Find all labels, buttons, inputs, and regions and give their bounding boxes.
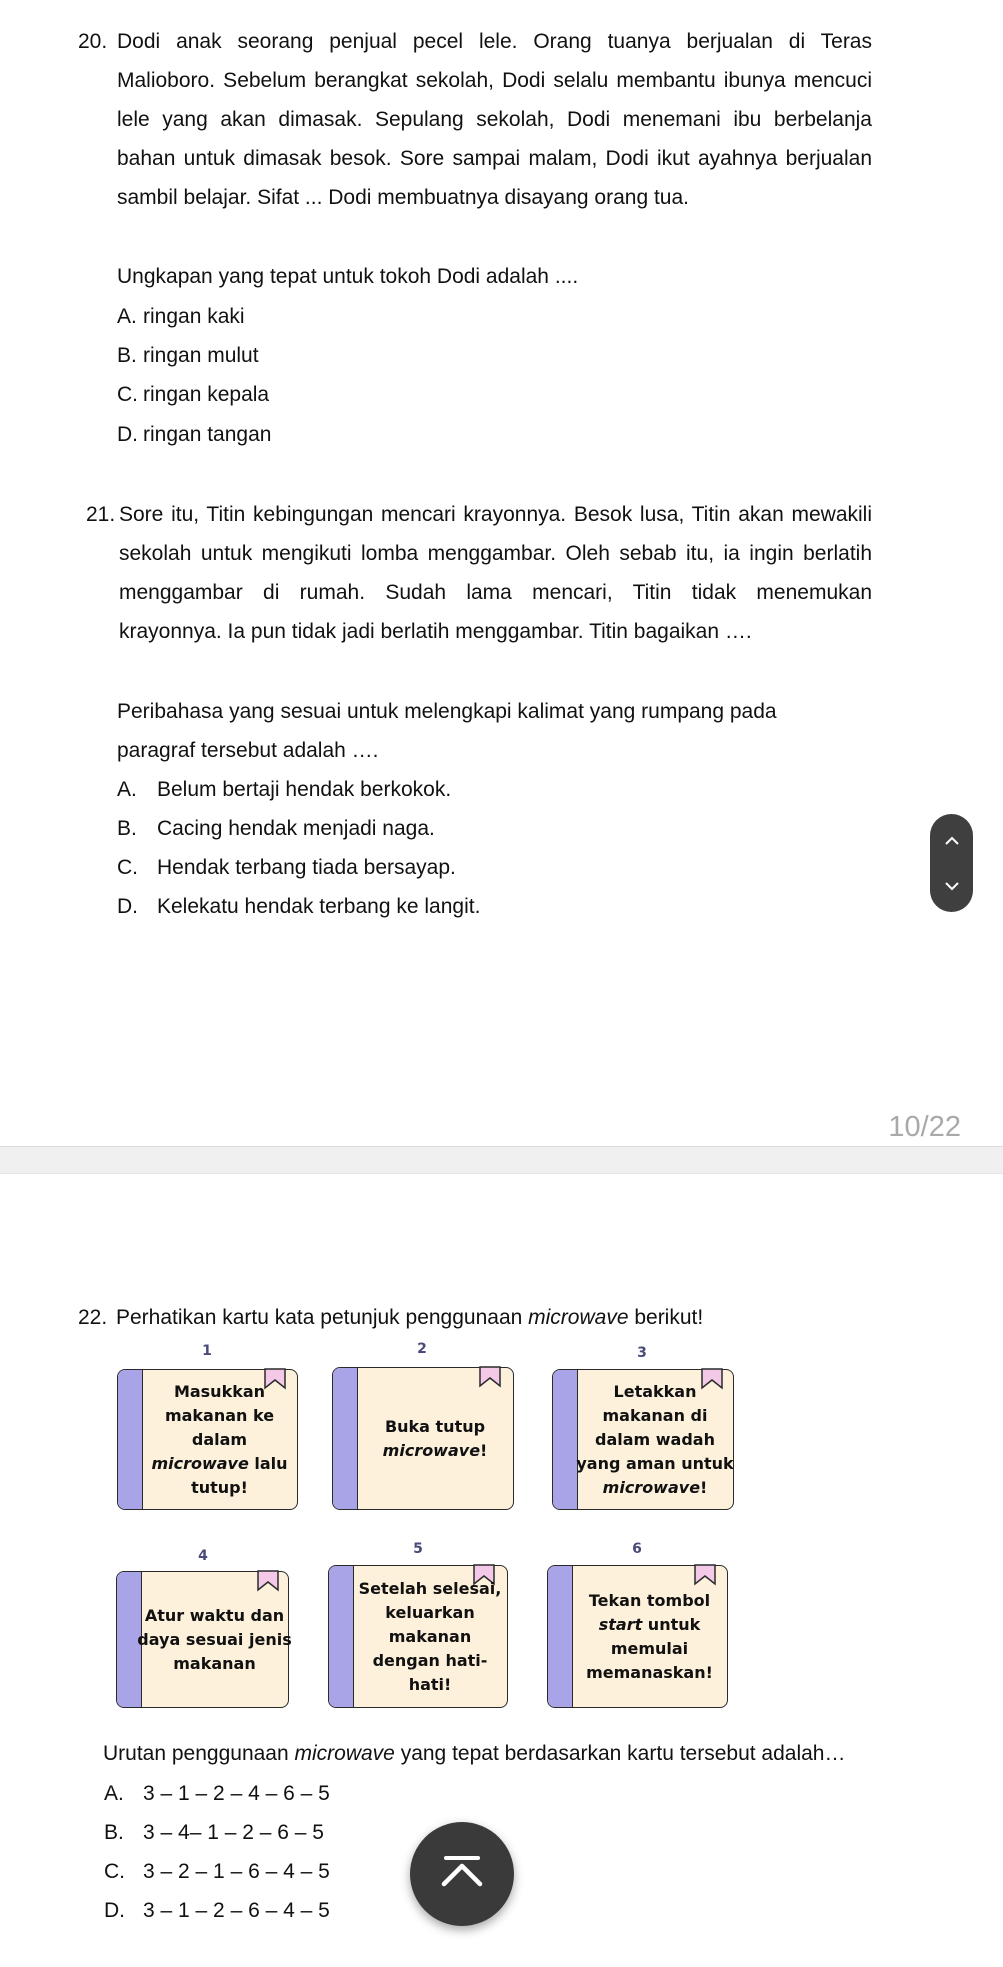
card-spine [553, 1370, 578, 1509]
q20-line-1: Dodi anak seorang penjual pecel lele. Orang tuanya berjualan di Teras [117, 30, 872, 53]
option-letter: C. [104, 1860, 125, 1883]
option-letter: B. [117, 344, 137, 367]
card-line: dalam [191, 1429, 248, 1449]
option-letter: B. [117, 817, 137, 840]
card-italic-suffix: ! [700, 1477, 708, 1497]
card-line [151, 1452, 287, 1476]
instruction-card-4 [116, 1571, 292, 1708]
q20-line-4: bahan untuk dimasak besok. Sore sampai malam, Dodi ikut ayahnya berjualan [117, 147, 872, 170]
instruction-card-6 [547, 1565, 728, 1708]
card-text [353, 1566, 507, 1707]
q20-line-5: sambil belajar. Sifat ... Dodi membuatnya disayang orang tua. [117, 186, 689, 209]
card-line: dalam wadah [595, 1429, 715, 1449]
option-text: ringan mulut [143, 344, 259, 367]
card-1-number: 1 [202, 1343, 212, 1359]
option-letter: B. [104, 1821, 124, 1844]
card-text [137, 1572, 292, 1707]
option-text: Belum bertaji hendak berkokok. [157, 778, 452, 801]
q22-question-after: yang tepat berdasarkan kartu tersebut adalah… [394, 1742, 846, 1765]
scroll-to-top-button[interactable] [410, 1822, 514, 1926]
card-italic-suffix: untuk [642, 1614, 701, 1634]
card-text [577, 1370, 733, 1509]
card-line [599, 1613, 701, 1637]
card-line [383, 1439, 488, 1463]
q22-question [103, 1742, 845, 1766]
card-italic: microwave [382, 1440, 481, 1460]
card-line: makanan di [602, 1405, 708, 1425]
q22-prompt [116, 1306, 703, 1330]
card-spine [548, 1566, 573, 1707]
card-text [357, 1368, 513, 1509]
option-text: ringan kaki [143, 305, 245, 328]
instruction-card-1 [117, 1369, 298, 1510]
card-text [572, 1566, 727, 1707]
card-5-number: 5 [413, 1541, 423, 1557]
card-line: Tekan tombol [588, 1590, 711, 1610]
scroll-to-top-icon [410, 1822, 514, 1926]
chevron-down-icon[interactable] [930, 861, 973, 910]
card-italic: start [598, 1614, 643, 1634]
instruction-card-5 [328, 1565, 508, 1708]
option-text: 3 – 2 – 1 – 6 – 4 – 5 [143, 1860, 330, 1883]
card-line: daya sesuai jenis [137, 1629, 292, 1649]
option-text: 3 – 1 – 2 – 4 – 6 – 5 [143, 1782, 330, 1805]
q22-prompt-after: berikut! [628, 1306, 704, 1329]
card-line [603, 1476, 708, 1500]
card-6-number: 6 [632, 1541, 642, 1557]
option-letter: A. [117, 778, 137, 801]
card-italic-suffix: lalu [248, 1453, 288, 1473]
chevron-up-icon[interactable] [930, 816, 973, 865]
option-text: Cacing hendak menjadi naga. [157, 817, 435, 840]
option-letter: D. [117, 895, 138, 918]
option-letter: C. [117, 383, 138, 406]
question-21-number: 21. [86, 503, 116, 526]
card-spine [333, 1368, 358, 1509]
card-line: keluarkan [385, 1602, 475, 1622]
q20-question: Ungkapan yang tepat untuk tokoh Dodi adalah .... [117, 265, 579, 288]
card-line: Atur waktu dan [144, 1605, 285, 1625]
option-text: 3 – 1 – 2 – 6 – 4 – 5 [143, 1899, 330, 1922]
card-line: makanan [173, 1653, 256, 1673]
instruction-card-2 [332, 1367, 514, 1510]
card-line: Letakkan [613, 1381, 697, 1401]
q21-line-2: sekolah untuk mengikuti lomba menggambar. Oleh sebab itu, ia ingin berlatih [119, 542, 872, 565]
card-line: hati! [408, 1674, 452, 1694]
option-letter: D. [104, 1899, 125, 1922]
instruction-card-3 [552, 1369, 734, 1510]
option-letter: D. [117, 423, 138, 446]
option-text: ringan tangan [143, 423, 272, 446]
page-counter: 10/22 [888, 1111, 961, 1143]
option-text: Hendak terbang tiada bersayap. [157, 856, 456, 879]
q21-question-line-1: Peribahasa yang sesuai untuk melengkapi kalimat yang rumpang pada [117, 700, 777, 723]
q22-question-before: Urutan penggunaan [103, 1742, 295, 1765]
q22-question-italic: microwave [294, 1742, 395, 1765]
card-line: memanaskan! [586, 1662, 713, 1682]
card-2-number: 2 [417, 1341, 427, 1357]
card-line: yang aman untuk [576, 1453, 734, 1473]
page-scroll-control[interactable] [930, 814, 973, 912]
page-divider [0, 1146, 1003, 1174]
card-line: Buka tutup [384, 1416, 486, 1436]
q21-line-1: Sore itu, Titin kebingungan mencari krayonnya. Besok lusa, Titin akan mewakili [119, 503, 872, 526]
card-line: makanan [388, 1626, 472, 1646]
card-line: Setelah selesai, [358, 1578, 502, 1598]
card-spine [118, 1370, 143, 1509]
card-line: memulai [610, 1638, 689, 1658]
card-4-number: 4 [198, 1548, 208, 1564]
card-line: tutup! [191, 1477, 248, 1497]
q21-question-line-2: paragraf tersebut adalah …. [117, 739, 379, 762]
option-letter: A. [104, 1782, 124, 1805]
q22-prompt-before: Perhatikan kartu kata petunjuk penggunaan [116, 1306, 529, 1329]
q22-prompt-italic: microwave [528, 1306, 629, 1329]
card-italic-suffix: ! [480, 1440, 488, 1460]
question-20-number: 20. [78, 30, 108, 53]
card-line: Masukkan [173, 1381, 266, 1401]
card-3-number: 3 [637, 1345, 647, 1361]
question-22-number: 22. [78, 1306, 108, 1329]
option-text: ringan kepala [143, 383, 270, 406]
card-line: makanan ke [164, 1405, 275, 1425]
card-line: dengan hati- [372, 1650, 488, 1670]
card-text [142, 1370, 297, 1509]
card-spine [329, 1566, 354, 1707]
q21-line-4: krayonnya. Ia pun tidak jadi berlatih menggambar. Titin bagaikan …. [119, 620, 752, 643]
option-letter: A. [117, 305, 137, 328]
option-text: Kelekatu hendak terbang ke langit. [157, 895, 481, 918]
option-letter: C. [117, 856, 138, 879]
q20-line-3: lele yang akan dimasak. Sepulang sekolah, Dodi menemani ibu berbelanja [117, 108, 872, 131]
card-italic: microwave [602, 1477, 701, 1497]
option-text: 3 – 4– 1 – 2 – 6 – 5 [143, 1821, 324, 1844]
q20-line-2: Malioboro. Sebelum berangkat sekolah, Dodi selalu membantu ibunya mencuci [117, 69, 872, 92]
card-italic: microwave [151, 1453, 249, 1473]
q21-line-3: menggambar di rumah. Sudah lama mencari, Titin tidak menemukan [119, 581, 872, 604]
